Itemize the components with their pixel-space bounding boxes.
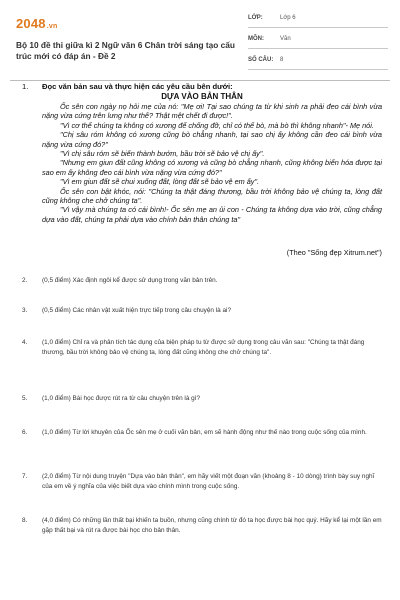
passage-title: DỰA VÀO BẢN THÂN bbox=[161, 92, 243, 101]
meta-row-question-count bbox=[248, 52, 388, 70]
passage-paragraph: "Vì em giun đất sẽ chui xuống đất, lòng đất sẽ bảo vệ em ấy". bbox=[60, 177, 260, 187]
passage-paragraph: "Chị sâu róm không có xương cũng bò chẳng nhanh, tại sao chị ấy không cần đeo cái bình vừa nặng vừa cứng đó?" bbox=[42, 130, 382, 149]
header-divider bbox=[10, 80, 390, 81]
passage-paragraph: "Vì vậy mà chúng ta có cái bình!- Ốc sên mẹ an ủi con - Chúng ta không dựa vào trời, cũng chẳng dựa vào đất, chúng ta phải dựa vào chính bản thân chúng ta" bbox=[42, 205, 382, 224]
question-number: 4. bbox=[22, 339, 28, 346]
meta-label: SỐ CÂU: bbox=[248, 57, 274, 63]
passage-paragraph: Ốc sên con ngày nọ hỏi mẹ của nó: "Mẹ ơi! Tại sao chúng ta từ khi sinh ra phải đeo cái bình vừa nặng vừa cứng trên lưng như thế? Thật mệt chết đi được!". bbox=[42, 102, 382, 121]
question-number: 5. bbox=[22, 395, 28, 402]
question-text: (1,0 điểm) Chỉ ra và phân tích tác dụng của biện pháp tu từ được sử dụng trong câu văn sau: "Chúng ta thật đáng thương, bầu trời không bảo vệ chúng ta, lòng đất cũng không che chở chúng ta". bbox=[42, 339, 365, 356]
question-number: 8. bbox=[22, 517, 28, 524]
passage-paragraph: "Vì cơ thể chúng ta không có xương để chống đỡ, chỉ có thể bò, mà bò thì không nhanh"- Mẹ nói. bbox=[60, 120, 374, 130]
question-text: (0,5 điểm) Các nhân vật xuất hiện trực tiếp trong câu chuyện là ai? bbox=[42, 307, 232, 314]
meta-value: Lớp 6 bbox=[280, 15, 296, 21]
question-number: 6. bbox=[22, 429, 28, 436]
passage-source: (Theo "Sống đẹp Xitrum.net") bbox=[286, 248, 382, 257]
site-logo[interactable] bbox=[16, 16, 57, 31]
meta-row-class bbox=[248, 10, 388, 28]
meta-row-subject bbox=[248, 31, 388, 49]
question-number: 3. bbox=[22, 307, 28, 314]
question-text: (2,0 điểm) Từ nội dung truyện "Dựa vào bản thân", em hãy viết một đoạn văn (khoảng 8 - 10 dòng) trình bày suy nghĩ của em về ý nghĩa của việc biết dựa vào chính mình trong cuộc sống. bbox=[42, 473, 375, 490]
passage-text bbox=[42, 102, 382, 224]
question-text: (1,0 điểm) Bài học được rút ra từ câu chuyện trên là gì? bbox=[42, 395, 201, 402]
logo-text: 2048 bbox=[16, 16, 46, 31]
meta-value: 8 bbox=[280, 57, 284, 63]
meta-label: LỚP: bbox=[248, 15, 263, 21]
document-title: Bộ 10 đề thi giữa kì 2 Ngữ văn 6 Chân trời sáng tạo cấu trúc mới có đáp án - Đề 2 bbox=[16, 40, 235, 61]
question-number: 1. bbox=[22, 82, 29, 91]
meta-label: MÔN: bbox=[248, 36, 264, 42]
passage-paragraph: "Vì chị sâu róm sẽ biến thành bướm, bầu trời sẽ bảo vệ chị ấy". bbox=[60, 149, 265, 159]
passage-paragraph: "Nhưng em giun đất cũng không có xương và cũng bò chẳng nhanh, cũng không biến hóa được tại sao em ấy không đeo cái bình vừa nặng vừa cứng đó?" bbox=[42, 158, 382, 177]
meta-panel bbox=[248, 10, 388, 73]
question-text: (1,0 điểm) Từ lời khuyên của Ốc sên mẹ ở cuối văn bản, em sẽ hành động như thế nào trong cuộc sống của mình. bbox=[42, 429, 367, 436]
question-number: 2. bbox=[22, 277, 28, 284]
passage-paragraph: Ốc sên con bật khóc, nói: "Chúng ta thật đáng thương, bầu trời không bảo vệ chúng ta, lòng đất cũng không che chở chúng ta". bbox=[42, 186, 382, 206]
page-header bbox=[16, 10, 386, 82]
question-text: (4,0 điểm) Có những lần thất bại khiến ta buồn, nhưng cũng chính từ đó ta học được bài học quý. Hãy kể lại một lần em gặp thất bại và rút ra được bài học cho bản thân. bbox=[42, 517, 382, 534]
meta-value: Văn bbox=[280, 36, 291, 42]
logo-suffix: .vn bbox=[46, 23, 58, 30]
question-text: (0,5 điểm) Xác định ngôi kể được sử dụng trong văn bản trên. bbox=[42, 277, 218, 284]
question-number: 7. bbox=[22, 473, 28, 480]
passage-instruction: Đọc văn bản sau và thực hiện các yêu cầu bên dưới: bbox=[42, 82, 233, 91]
